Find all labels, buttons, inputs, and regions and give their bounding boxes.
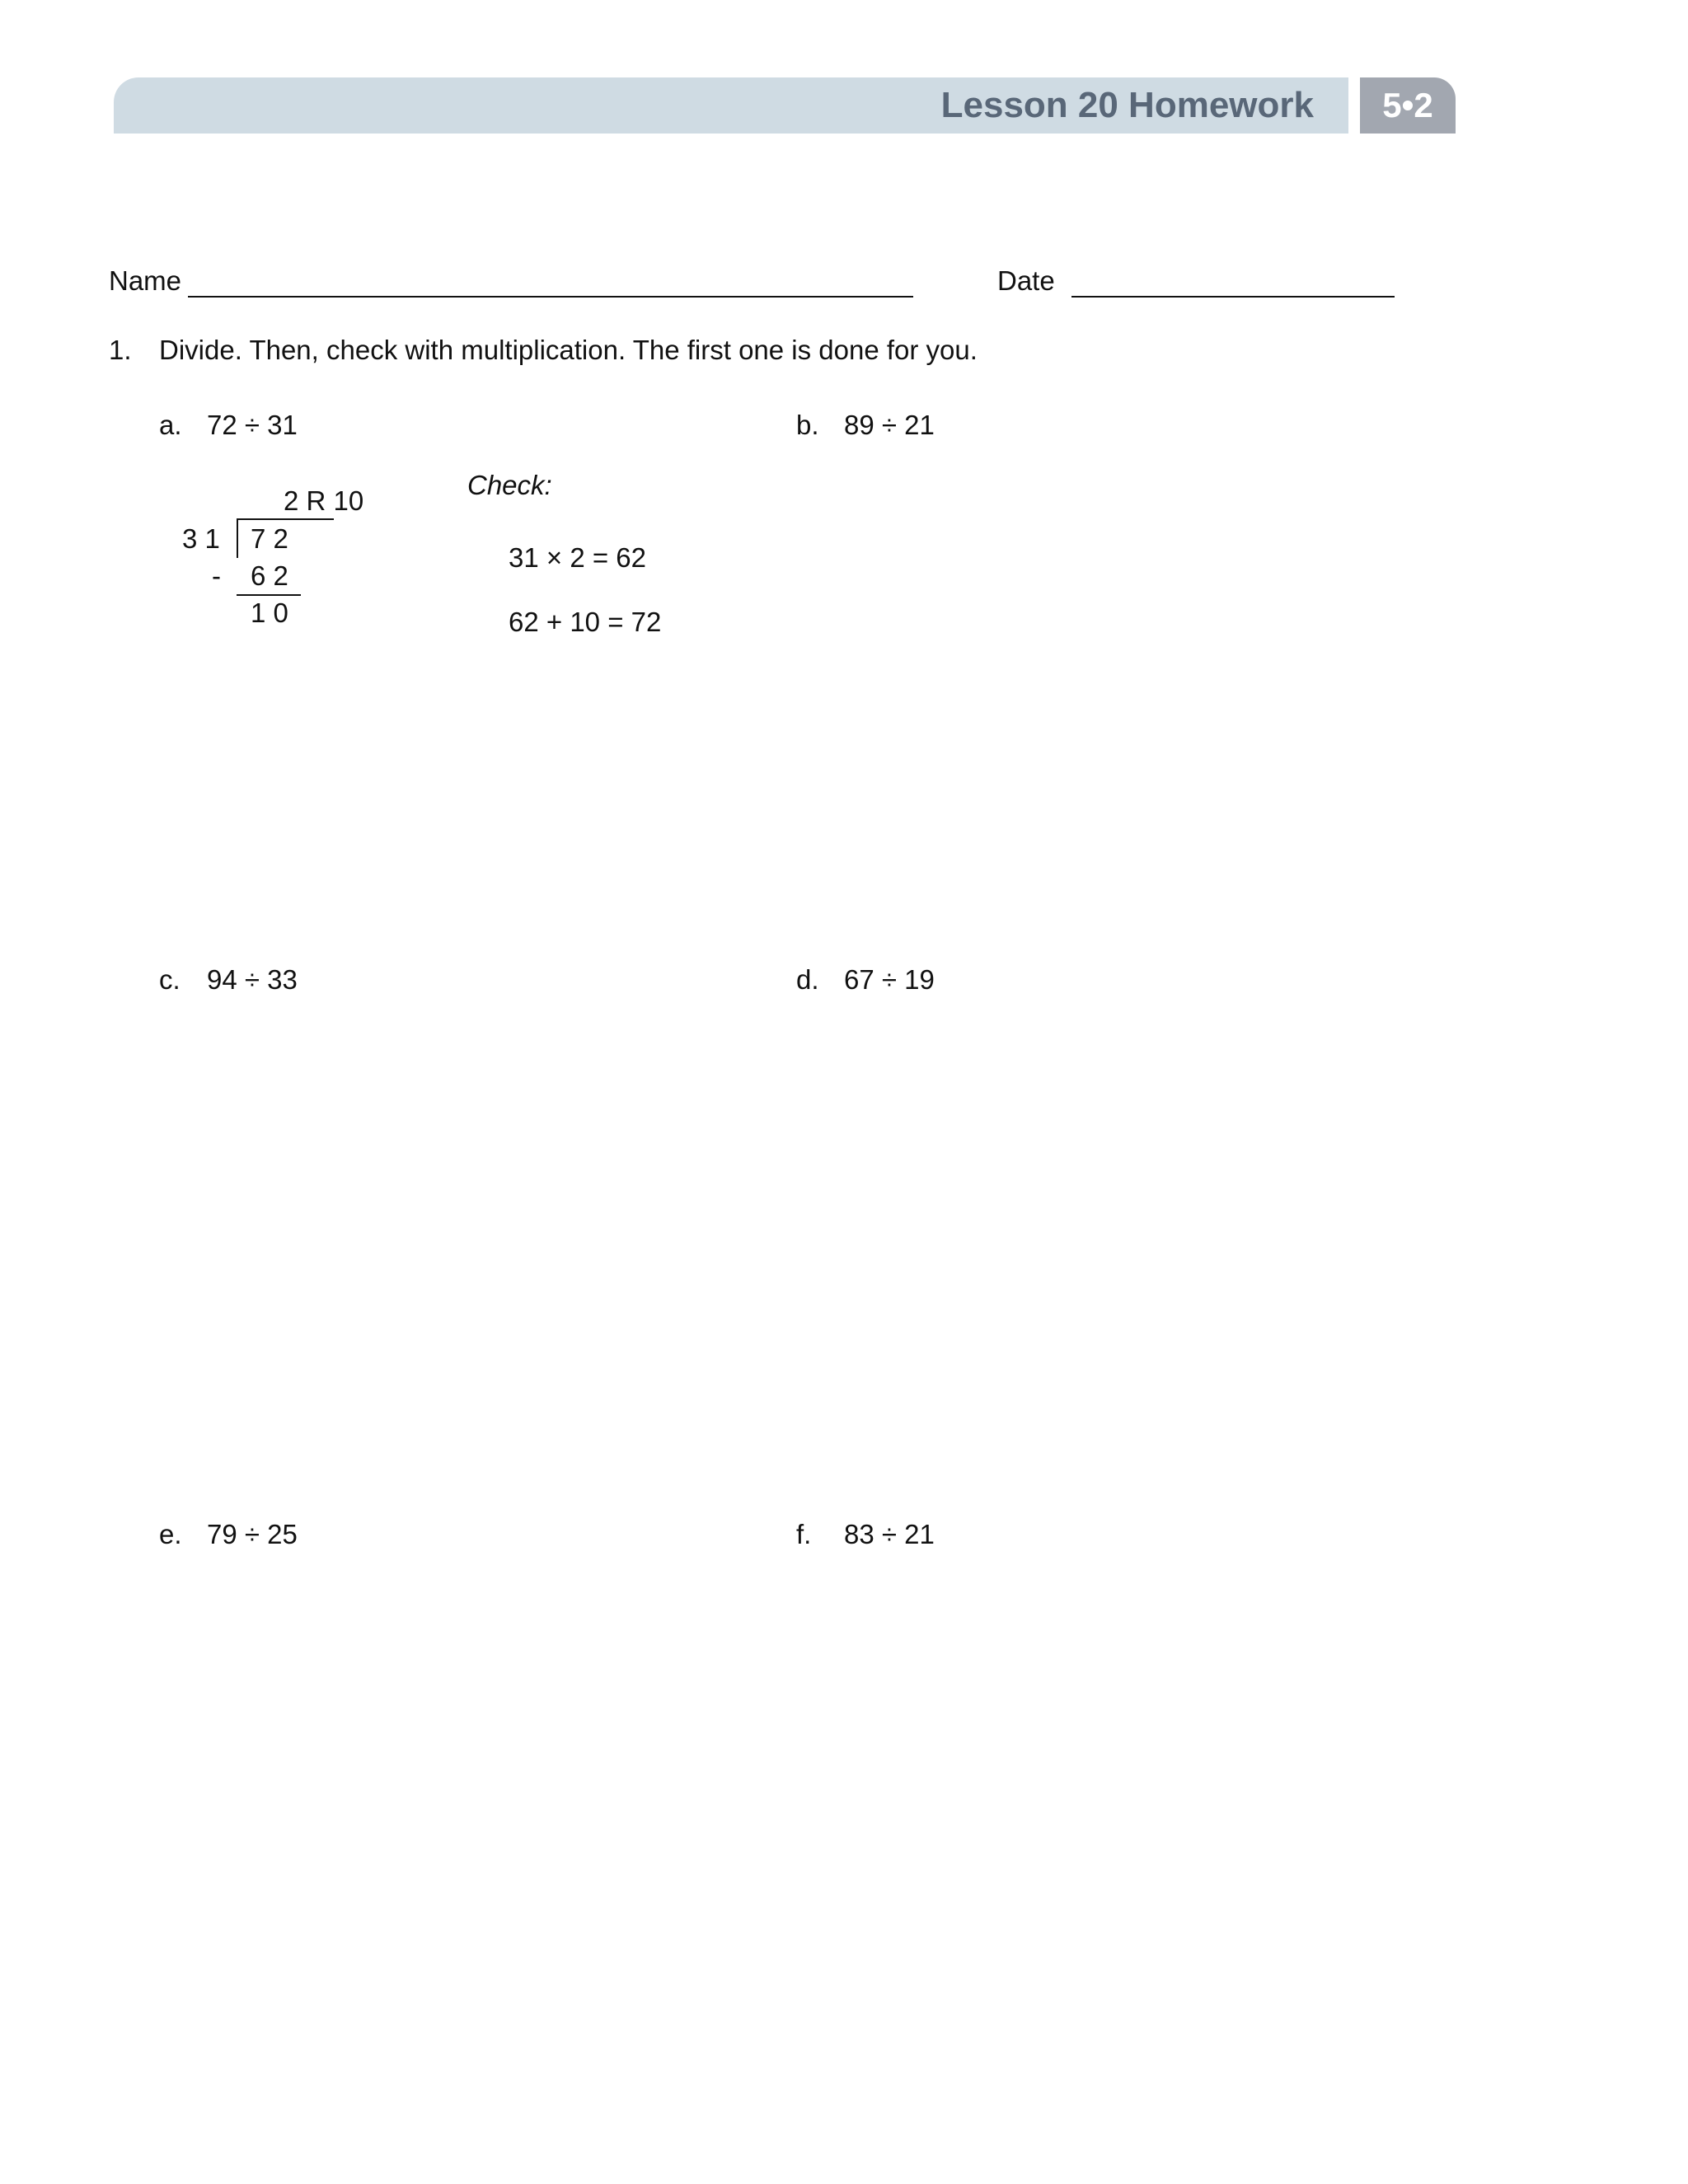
problem-letter: d. <box>796 964 819 995</box>
date-label: Date <box>997 265 1055 296</box>
problem-letter: e. <box>159 1519 182 1549</box>
problem-letter: a. <box>159 410 182 440</box>
question-instruction: Divide. Then, check with multiplication. The first one is done for you. <box>159 335 978 365</box>
problem-expression: 89 ÷ 21 <box>844 410 935 440</box>
minus-sign: - <box>212 560 221 591</box>
dividend: 7 2 <box>251 523 288 554</box>
lesson-header-banner <box>114 77 1348 134</box>
division-bracket-side <box>237 518 238 558</box>
date-field[interactable] <box>1071 296 1395 298</box>
problem-expression: 79 ÷ 25 <box>207 1519 298 1549</box>
name-field[interactable] <box>188 296 913 298</box>
problem-expression: 72 ÷ 31 <box>207 410 298 440</box>
problem-expression: 67 ÷ 19 <box>844 964 935 995</box>
subtraction-line <box>237 594 301 596</box>
name-label: Name <box>109 265 182 296</box>
division-bracket-top <box>237 518 334 520</box>
check-addition: 62 + 10 = 72 <box>509 607 662 637</box>
divisor: 3 1 <box>182 523 220 554</box>
difference: 1 0 <box>251 598 288 628</box>
check-multiplication: 31 × 2 = 62 <box>509 542 646 573</box>
problem-letter: f. <box>796 1519 812 1549</box>
problem-expression: 94 ÷ 33 <box>207 964 298 995</box>
problem-expression: 83 ÷ 21 <box>844 1519 935 1549</box>
check-label: Check: <box>467 470 552 500</box>
quotient: 2 R 10 <box>284 485 364 516</box>
problem-letter: b. <box>796 410 819 440</box>
problem-letter: c. <box>159 964 181 995</box>
lesson-title: Lesson 20 Homework <box>940 85 1314 125</box>
subtrahend: 6 2 <box>251 560 288 591</box>
question-number: 1. <box>109 335 132 365</box>
grade-module-badge: 5•2 <box>1360 77 1456 134</box>
